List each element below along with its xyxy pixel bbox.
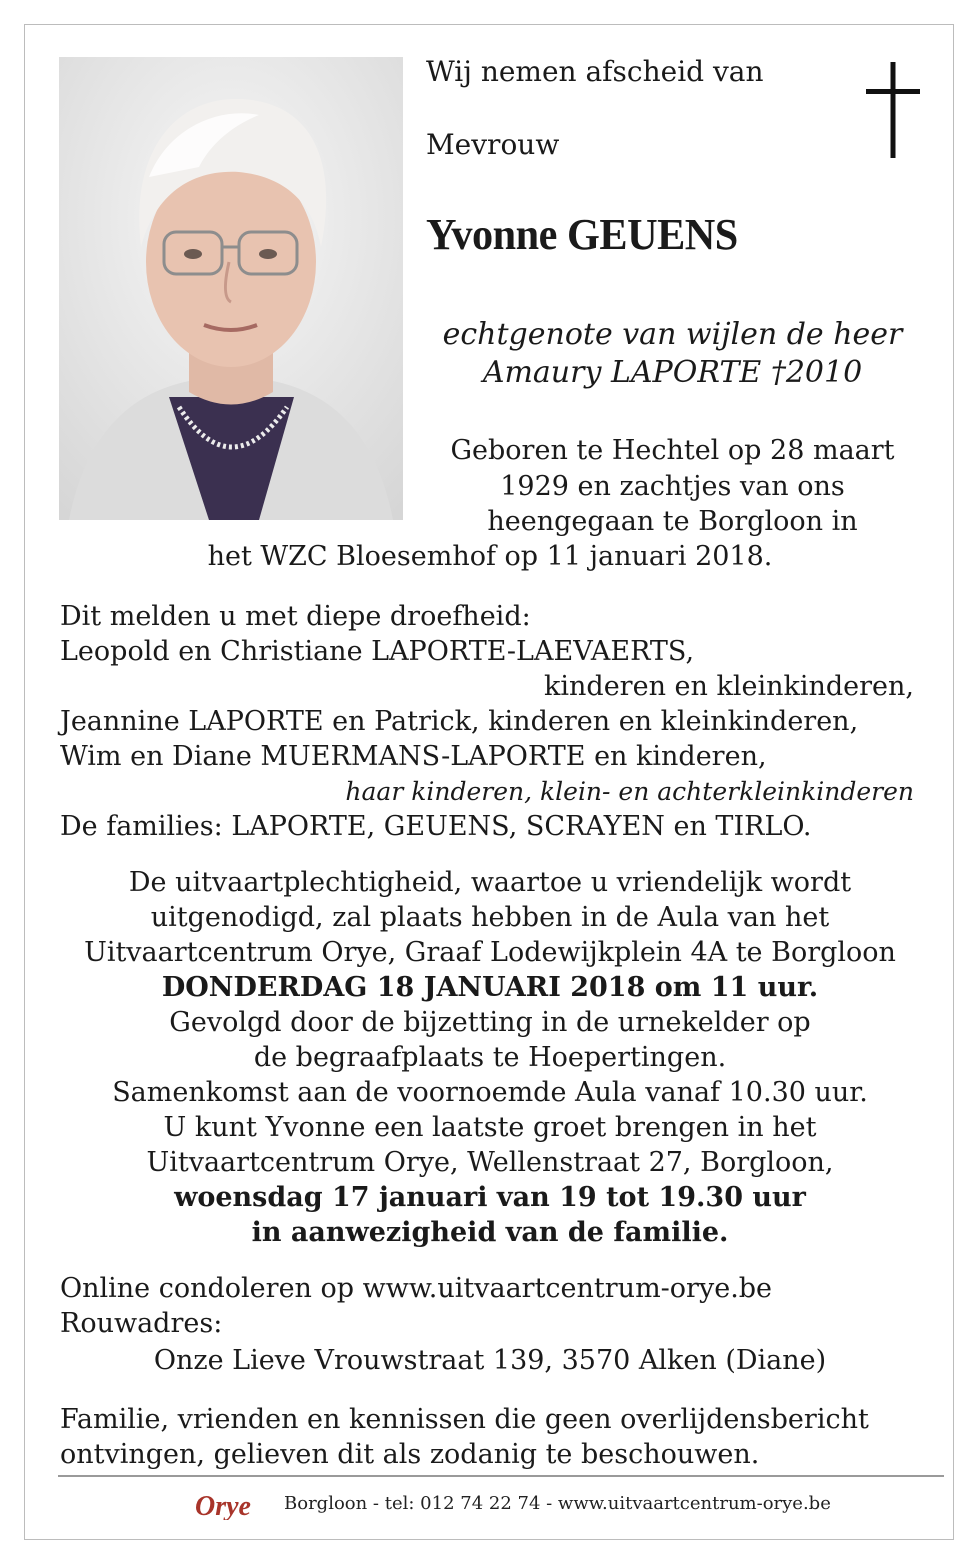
family-summary: haar kinderen, klein- en achterkleinkinderen bbox=[345, 777, 914, 806]
ceremony-line-6: de begraafplaats te Hoepertingen. bbox=[253, 1042, 727, 1073]
address: Onze Lieve Vrouwstraat 139, 3570 Alken (Diane) bbox=[153, 1345, 827, 1376]
title-text: Mevrouw bbox=[426, 128, 560, 161]
ceremony-line-9: Uitvaartcentrum Orye, Wellenstraat 27, Borgloon, bbox=[146, 1147, 834, 1178]
ceremony-line-7: Samenkomst aan de voornoemde Aula vanaf 10.30 uur. bbox=[112, 1077, 868, 1108]
ceremony-line-5: Gevolgd door de bijzetting in de urnekelder op bbox=[169, 1007, 811, 1038]
family-line-3: Wim en Diane MUERMANS-LAPORTE en kinderen, bbox=[60, 741, 767, 772]
birth-line-3: heengegaan te Borgloon in bbox=[487, 506, 858, 537]
birth-line-1: Geboren te Hechtel op 28 maart bbox=[450, 435, 895, 466]
spouse-line-2: Amaury LAPORTE †2010 bbox=[482, 355, 863, 390]
orye-logo bbox=[193, 1486, 263, 1520]
visit-time: woensdag 17 januari van 19 tot 19.30 uur bbox=[174, 1182, 806, 1213]
footer-divider bbox=[58, 1475, 944, 1477]
ceremony-line-2: uitgenodigd, zal plaats hebben in de Aula van het bbox=[150, 902, 830, 933]
closing-line-1: Familie, vrienden en kennissen die geen overlijdensbericht bbox=[60, 1404, 869, 1435]
address-label: Rouwadres: bbox=[60, 1308, 223, 1339]
birth-line-2: 1929 en zachtjes van ons bbox=[500, 471, 845, 502]
ceremony-line-3: Uitvaartcentrum Orye, Graaf Lodewijkplein 4A te Borgloon bbox=[84, 937, 896, 968]
family-line-2: Jeannine LAPORTE en Patrick, kinderen en kleinkinderen, bbox=[60, 706, 859, 737]
cross-icon bbox=[864, 60, 922, 160]
family-line-1b: kinderen en kleinkinderen, bbox=[544, 671, 914, 702]
ceremony-date: DONDERDAG 18 JANUARI 2018 om 11 uur. bbox=[161, 972, 819, 1003]
portrait-photo bbox=[59, 57, 403, 520]
ceremony-line-8: U kunt Yvonne een laatste groet brengen in het bbox=[163, 1112, 817, 1143]
spouse-line-1: echtgenote van wijlen de heer bbox=[442, 317, 903, 352]
online-condolence: Online condoleren op www.uitvaartcentrum-orye.be bbox=[60, 1273, 773, 1304]
families-line: De families: LAPORTE, GEUENS, SCRAYEN en TIRLO. bbox=[60, 811, 812, 842]
birth-line-4: het WZC Bloesemhof op 11 januari 2018. bbox=[207, 541, 773, 572]
visit-note: in aanwezigheid van de familie. bbox=[251, 1217, 729, 1248]
intro-text: Wij nemen afscheid van bbox=[426, 55, 764, 88]
logo-text: Orye bbox=[195, 1491, 251, 1520]
closing-line-2: ontvingen, gelieven dit als zodanig te beschouwen. bbox=[60, 1439, 760, 1470]
family-line-1: Leopold en Christiane LAPORTE-LAEVAERTS, bbox=[60, 636, 695, 667]
family-intro: Dit melden u met diepe droefheid: bbox=[60, 601, 531, 632]
ceremony-line-1: De uitvaartplechtigheid, waartoe u vriendelijk wordt bbox=[128, 867, 852, 898]
deceased-name: Yvonne GEUENS bbox=[426, 210, 738, 259]
footer-text: Borgloon - tel: 012 74 22 74 - www.uitvaartcentrum-orye.be bbox=[284, 1493, 831, 1514]
